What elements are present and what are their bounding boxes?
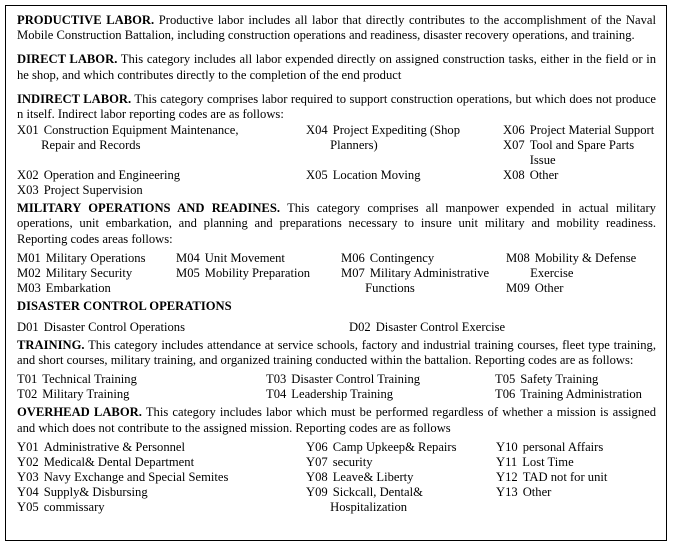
code-entry [306,500,496,515]
document-page-frame [5,5,667,541]
code-label: commissary [43,499,105,514]
code-id: T06 [495,387,516,402]
section-body-overhead-labor: This category includes labor which must be performed regardless of whether a mission is assigned and which does not contribute to the assigned mission. Reporting codes are as follows [17,405,656,435]
code-label: Other [529,168,559,183]
code-label: Disaster Control Training [291,372,421,387]
code-row [17,281,656,296]
code-entry [503,168,656,183]
code-id: Y04 [17,484,39,499]
code-entry [17,485,306,500]
code-id: X01 [17,123,39,138]
code-id: T01 [17,372,38,387]
code-id: Y07 [306,454,328,469]
code-label: Training Administration [520,387,642,402]
section-body-direct-labor: This category includes all labor expended directly on assigned construction tasks, either in the field or in he shop, and which contributes directly to the completion of the end product [17,52,657,82]
section-military-operations [17,201,656,247]
code-label: Military Operations [45,250,146,265]
code-entry [176,251,341,266]
code-id: M06 [341,250,365,265]
code-row [17,266,656,281]
code-label: Other [522,484,552,499]
section-heading-indirect-labor: INDIRECT LABOR. [17,91,132,106]
code-row [17,455,656,470]
code-label: Sickcall, Dental& [332,484,423,499]
code-entry [306,440,496,455]
code-label: Military Training [42,387,130,402]
code-label: Unit Movement [204,250,285,265]
code-id: Y06 [306,439,328,454]
code-label: Mobility Preparation [204,265,311,280]
code-id: D02 [349,320,371,335]
code-entry [506,281,656,296]
section-body-military-operations: This category comprises all manpower expended in actual military operations, unit embarkation, and planning and preparations necessary to insure unit military and mobility readiness. Reporting codes areas follows: [17,201,656,246]
code-label: security [332,454,373,469]
code-id: Y08 [306,469,328,484]
code-label: Leadership Training [291,387,394,402]
code-label: Mobility & Defense [534,250,637,265]
section-training [17,338,656,368]
code-entry [503,138,656,168]
section-body-training: This category includes attendance at service schools, factory and industrial training courses, fleet type training, and short courses, military training, and organized training conducted within the battalion. Reporting codes are as follows: [17,338,656,368]
section-indirect-labor [17,92,656,122]
code-label: personal Affairs [522,439,604,454]
code-id: Y10 [496,439,518,454]
code-id: Y02 [17,454,39,469]
code-id: Y12 [496,469,518,484]
code-list-overhead-labor [17,440,656,515]
code-id: Y05 [17,499,39,514]
section-heading-productive-labor: PRODUCTIVE LABOR. [17,13,155,27]
code-label: Medical& Dental Department [43,454,195,469]
code-label: Location Moving [332,168,421,183]
code-label: Camp Upkeep& Repairs [332,439,457,454]
code-entry [17,168,306,183]
code-id: T04 [266,387,287,402]
section-direct-labor [17,52,656,82]
section-overhead-labor [17,405,656,435]
code-entry [17,500,306,515]
code-label: Disaster Control Operations [43,320,186,335]
code-entry [17,440,306,455]
section-heading-training: TRAINING. [17,338,85,353]
code-id: M08 [506,250,530,265]
code-entry [506,266,656,281]
document-body [6,6,666,515]
code-row [17,183,656,198]
code-id: M09 [506,280,530,295]
code-label: Administrative & Personnel [43,439,186,454]
code-entry [306,485,496,500]
code-row [17,470,656,485]
code-label: Safety Training [520,372,599,387]
code-id: Y13 [496,484,518,499]
code-entry [17,320,349,335]
code-label: Operation and Engineering [43,168,181,183]
code-label: Contingency [369,250,435,265]
code-entry [17,372,266,387]
code-id: M07 [341,265,365,280]
code-entry [266,372,495,387]
code-list-disaster-control [17,320,656,335]
code-id: D01 [17,320,39,335]
code-entry [341,251,506,266]
code-entry [306,138,503,168]
code-row [17,138,656,168]
section-heading-direct-labor: DIRECT LABOR. [17,52,118,67]
code-label: Leave& Liberty [332,469,414,484]
code-label: Disaster Control Exercise [375,320,506,335]
code-entry [17,266,176,281]
code-entry [495,372,656,387]
code-label: Tool and Spare Parts Issue [529,138,635,168]
section-body-productive-labor: Productive labor includes all labor that directly contributes to the accomplishment of the Naval Mobile Construction Battalion, including construction operations and readiness, disaster recovery operations, and training. [17,13,656,43]
code-label: Lost Time [522,454,574,469]
code-entry [341,281,506,296]
code-row [17,123,656,138]
code-label: Hospitalization [330,499,408,514]
code-entry [341,266,506,281]
code-label: Exercise [530,265,574,280]
code-entry [349,320,656,335]
code-id: X07 [503,138,525,153]
code-entry [496,485,656,500]
code-row [17,500,656,515]
code-entry [17,123,306,138]
code-id: T03 [266,372,287,387]
code-label: Project Supervision [43,183,143,198]
code-id: T02 [17,387,38,402]
code-entry [17,281,176,296]
code-id: M02 [17,265,41,280]
code-list-training [17,372,656,402]
section-heading-overhead-labor: OVERHEAD LABOR. [17,405,142,420]
code-id: T05 [495,372,516,387]
section-body-indirect-labor: This category comprises labor required to support construction operations, but which does not produce n itself. Indirect labor reporting codes are as follows: [17,91,657,122]
code-id: Y11 [496,454,518,469]
code-entry [496,470,656,485]
code-id: X03 [17,183,39,198]
code-label: Technical Training [42,372,137,387]
code-row [17,320,656,335]
code-entry [503,123,656,138]
code-id: X05 [306,168,328,183]
section-heading-disaster-control: DISASTER CONTROL OPERATIONS [17,298,232,313]
code-entry [17,138,306,168]
code-entry [496,440,656,455]
code-label: Embarkation [45,280,111,295]
code-entry [306,470,496,485]
code-entry [266,387,495,402]
code-entry [17,455,306,470]
code-id: X08 [503,168,525,183]
code-label: Repair and Records [41,138,141,153]
code-id: X06 [503,123,525,138]
code-list-indirect-labor [17,123,656,198]
code-label: Project Expediting (Shop [332,123,461,138]
code-label: Construction Equipment Maintenance, [43,123,239,138]
code-entry [17,387,266,402]
code-label: Other [534,280,564,295]
section-productive-labor [17,13,656,43]
code-entry [306,123,503,138]
code-row [17,387,656,402]
code-label: TAD not for unit [522,469,608,484]
code-row [17,485,656,500]
code-id: Y09 [306,484,328,499]
code-label: Project Material Support [529,123,655,138]
code-row [17,372,656,387]
code-label: Planners) [330,138,378,153]
code-list-military-operations [17,251,656,296]
code-label: Navy Exchange and Special Semites [43,469,229,484]
code-entry [506,251,656,266]
code-label: Functions [365,280,415,295]
code-id: M01 [17,250,41,265]
code-label: Military Administrative [369,265,490,280]
code-entry [306,168,503,183]
code-entry [496,455,656,470]
code-entry [306,455,496,470]
code-entry [176,266,341,281]
code-id: X02 [17,168,39,183]
code-id: Y03 [17,469,39,484]
code-id: M05 [176,265,200,280]
code-entry [17,183,306,198]
code-entry [17,470,306,485]
code-label: Supply& Disbursing [43,484,148,499]
code-entry [495,387,656,402]
code-row [17,168,656,183]
section-heading-military-operations: MILITARY OPERATIONS AND READINES. [17,201,280,216]
code-id: X04 [306,123,328,138]
code-label: Military Security [45,265,133,280]
code-row [17,440,656,455]
code-id: M04 [176,250,200,265]
code-id: M03 [17,280,41,295]
code-entry [17,251,176,266]
code-row [17,251,656,266]
code-id: Y01 [17,439,39,454]
